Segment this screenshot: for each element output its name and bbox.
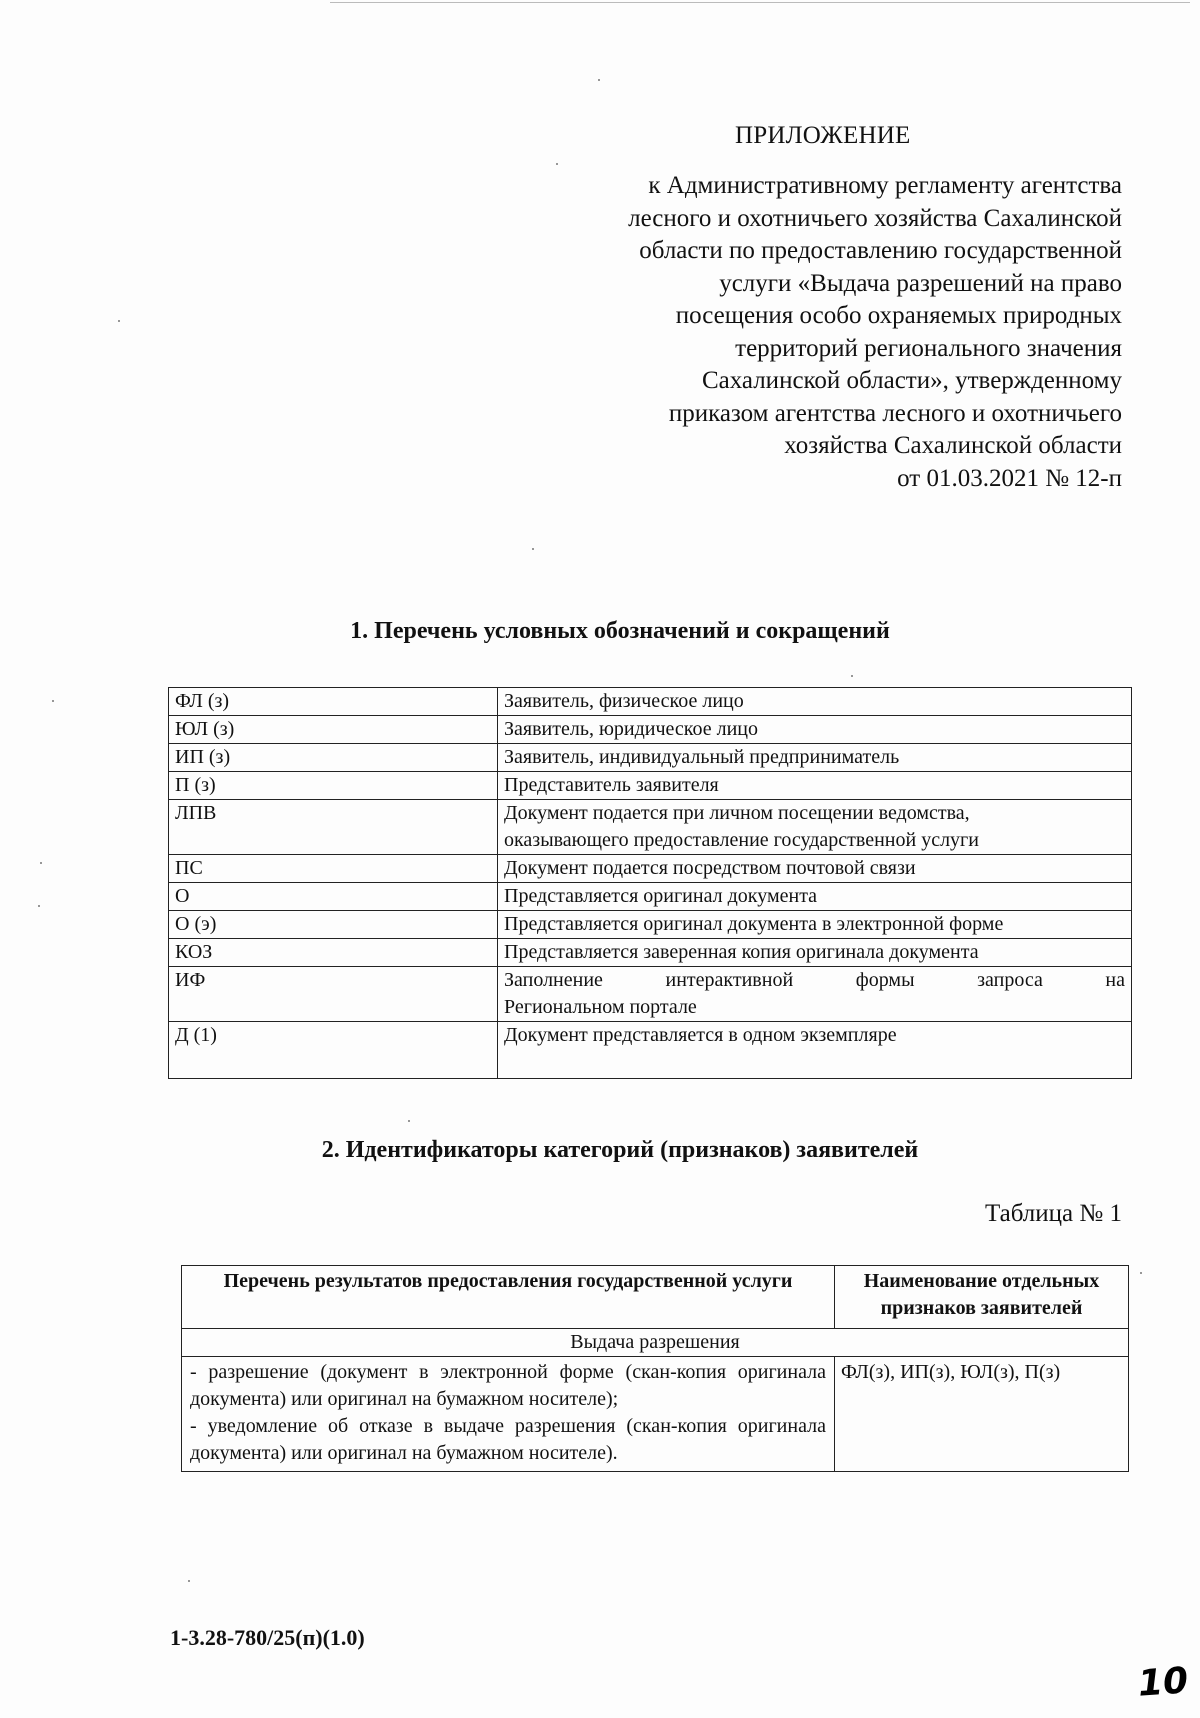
- abbr-description-line: Документ подается при личном посещении ведомства,: [504, 802, 970, 824]
- table-row: [169, 716, 1132, 744]
- abbr-code: КОЗ: [169, 939, 498, 967]
- abbr-code: ЮЛ (з): [169, 716, 498, 744]
- appendix-line: к Административному регламенту агентства: [648, 172, 1122, 199]
- scan-speck: [408, 1120, 410, 1122]
- abbr-description-line: Заполнение интерактивной формы запроса на: [504, 969, 1125, 991]
- scan-speck: [532, 548, 534, 550]
- abbr-description-line: Региональном портале: [504, 996, 697, 1018]
- abbr-code: О: [169, 883, 498, 911]
- abbr-description: Документ подается посредством почтовой связи: [498, 855, 1132, 883]
- appendix-line: приказом агентства лесного и охотничьего: [668, 399, 1122, 427]
- scan-speck: [1140, 1272, 1142, 1274]
- section-1-heading: 1. Перечень условных обозначений и сокращений: [350, 618, 890, 644]
- appendix-line: лесного и охотничьего хозяйства Сахалинской: [628, 204, 1122, 232]
- appendix-line: хозяйства Сахалинской области: [784, 432, 1122, 459]
- abbr-code: ИФ: [169, 967, 498, 1022]
- result-item: - уведомление об отказе в выдаче разрешения (скан-копия оригинала документа) или оригинал на бумажном носителе).: [190, 1415, 826, 1464]
- table-header-row: [182, 1266, 1129, 1329]
- abbreviations-table: [168, 687, 1132, 1079]
- handwritten-page-number: 10: [1136, 1660, 1190, 1705]
- table-caption: Таблица № 1: [984, 1200, 1122, 1227]
- abbr-code: ПС: [169, 855, 498, 883]
- column-header-identifiers: Наименование отдельных признаков заявителей: [835, 1266, 1129, 1329]
- table-row: [169, 911, 1132, 939]
- abbr-code: П (з): [169, 772, 498, 800]
- scan-edge-line: [330, 2, 1190, 3]
- table-row: [169, 967, 1132, 1022]
- appendix-line: территорий регионального значения: [735, 334, 1122, 362]
- document-code: 1-3.28-780/25(п)(1.0): [170, 1625, 365, 1650]
- identifiers-cell: ФЛ(з), ИП(з), ЮЛ(з), П(з): [835, 1357, 1129, 1472]
- column-header-results: Перечень результатов предоставления государственной услуги: [182, 1266, 835, 1329]
- table-row: [169, 1022, 1132, 1079]
- appendix-line: услуги «Выдача разрешений на право: [719, 269, 1122, 297]
- abbr-description: Представляется оригинал документа: [498, 883, 1132, 911]
- abbr-code: ФЛ (з): [169, 688, 498, 716]
- abbr-description: [498, 967, 1132, 1022]
- appendix-line: от 01.03.2021 № 12-п: [897, 464, 1122, 492]
- scan-speck: [851, 675, 853, 677]
- table-row: [169, 688, 1132, 716]
- table-row: [169, 800, 1132, 855]
- group-label: Выдача разрешения: [182, 1329, 1129, 1357]
- table-row: [169, 939, 1132, 967]
- applicant-categories-table: [181, 1265, 1129, 1472]
- abbr-code: О (э): [169, 911, 498, 939]
- results-cell: [182, 1357, 835, 1472]
- abbr-description: Представитель заявителя: [498, 772, 1132, 800]
- abbr-description: Представляется оригинал документа в электронной форме: [498, 911, 1132, 939]
- table-row: [182, 1357, 1129, 1472]
- abbr-code: Д (1): [169, 1022, 498, 1079]
- abbr-description: Документ представляется в одном экземпляре: [498, 1022, 1132, 1079]
- scan-speck: [118, 320, 120, 322]
- appendix-line: области по предоставлению государственной: [639, 237, 1122, 264]
- scan-speck: [40, 862, 42, 864]
- appendix-line: Сахалинской области», утвержденному: [701, 367, 1122, 394]
- table-row: [169, 744, 1132, 772]
- abbr-description: Заявитель, юридическое лицо: [498, 716, 1132, 744]
- result-item: - разрешение (документ в электронной форме (скан-копия оригинала документа) или оригинал на бумажном носителе);: [190, 1361, 826, 1410]
- table-row: [169, 772, 1132, 800]
- scan-speck: [598, 79, 600, 81]
- section-2-heading: 2. Идентификаторы категорий (признаков) заявителей: [321, 1137, 919, 1163]
- scan-speck: [38, 905, 40, 907]
- appendix-title: ПРИЛОЖЕНИЕ: [735, 122, 911, 149]
- abbr-description: Заявитель, физическое лицо: [498, 688, 1132, 716]
- abbr-description: Заявитель, индивидуальный предприниматель: [498, 744, 1132, 772]
- appendix-text: [482, 170, 1122, 495]
- scan-speck: [556, 163, 558, 165]
- appendix-line: посещения особо охраняемых природных: [675, 302, 1122, 329]
- abbr-description-line: оказывающего предоставление государственной услуги: [504, 829, 979, 851]
- table-row: [182, 1329, 1129, 1357]
- scan-speck: [52, 700, 54, 702]
- abbr-description: [498, 800, 1132, 855]
- abbr-description: Представляется заверенная копия оригинала документа: [498, 939, 1132, 967]
- scan-speck: [188, 1580, 190, 1582]
- abbr-code: ИП (з): [169, 744, 498, 772]
- table-row: [169, 883, 1132, 911]
- table-row: [169, 855, 1132, 883]
- abbr-code: ЛПВ: [169, 800, 498, 855]
